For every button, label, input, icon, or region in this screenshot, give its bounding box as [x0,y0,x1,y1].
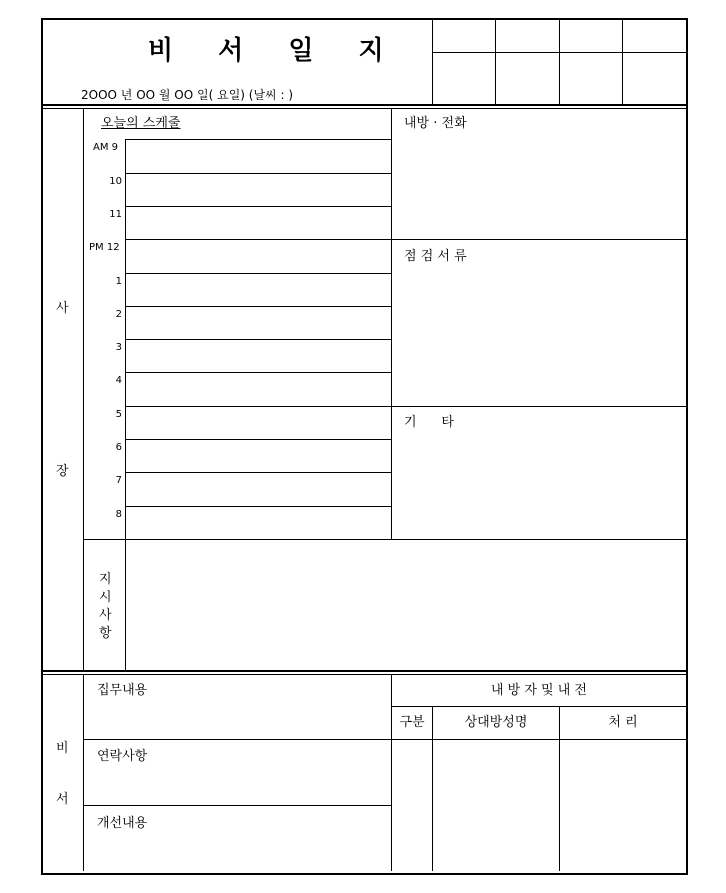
schedule-bottom-line [83,539,686,540]
schedule-row-line [125,206,391,207]
schedule-row-line [125,339,391,340]
instructions-label-char: 지 [99,572,112,587]
other-label: 기 타 [404,415,454,430]
contact-label: 연락사항 [97,749,148,764]
improve-label: 개선내용 [97,816,148,831]
time-label: 5 [115,409,122,420]
instructions-label-char: 항 [99,626,112,641]
visitor-col-line-1 [432,706,433,871]
time-label: 7 [115,475,122,486]
schedule-row-line [125,472,391,473]
time-label: AM 9 [93,142,119,153]
duties-bottom-line [83,739,391,740]
contact-bottom-line [83,805,391,806]
approval-box-border-left [432,20,433,104]
visitor-header-line [391,706,686,707]
approval-box-row-line [432,52,686,53]
check-docs-label: 점 검 서 류 [404,249,467,264]
secretary-label-column-line [83,675,84,871]
schedule-row-line [125,506,391,507]
instructions-label-char: 사 [99,608,112,623]
schedule-row-line [125,372,391,373]
schedule-title: 오늘의 스케줄 [101,116,181,131]
visitor-col-process: 처 리 [608,715,638,730]
instructions-label-column-line [125,539,126,671]
date-weather-line: 2OOO 년 OO 월 OO 일( 요일) (날씨 : ) [81,88,293,102]
visitor-col-type: 구분 [399,715,425,730]
duties-label: 집무내용 [97,683,148,698]
time-label: 11 [109,209,122,220]
schedule-right-column-line [391,109,392,539]
boss-label-bottom: 장 [56,464,69,479]
instructions-label-char: 시 [99,590,112,605]
time-label: 3 [115,342,122,353]
secretary-label-top: 비 [56,741,69,756]
time-label: 2 [115,309,122,320]
visitor-col-name: 상대방성명 [464,715,528,730]
header-double-line-b [43,108,686,109]
time-label: 8 [115,509,122,520]
approval-box-divider-1 [495,20,496,104]
approval-box-divider-2 [559,20,560,104]
time-label: 6 [115,442,122,453]
time-label: PM 12 [89,242,120,253]
schedule-row-line [125,239,686,240]
schedule-row-line [125,406,686,407]
visitor-col-line-2 [559,706,560,871]
visit-call-label: 내방 · 전화 [404,116,467,131]
secretary-middle-column-line [391,675,392,871]
boss-label-top: 사 [56,301,69,316]
schedule-row-line [125,439,391,440]
time-label: 1 [115,276,122,287]
schedule-row-line [125,306,391,307]
form-outer-border [41,18,688,875]
secretary-label-bottom: 서 [56,792,69,807]
schedule-row-line [125,139,391,140]
page-title: 비 서 일 지 [148,36,402,66]
header-double-line-a [43,104,686,106]
section-double-line-b [43,674,686,675]
time-label: 4 [115,375,122,386]
visitor-subheader-line [391,739,686,740]
section-double-line-a [43,670,686,672]
schedule-row-line [125,173,391,174]
schedule-row-line [125,273,391,274]
time-label: 10 [109,176,122,187]
visitor-table-header: 내 방 자 및 내 전 [490,683,587,698]
boss-label-column-line [83,109,84,671]
approval-box-divider-3 [622,20,623,104]
